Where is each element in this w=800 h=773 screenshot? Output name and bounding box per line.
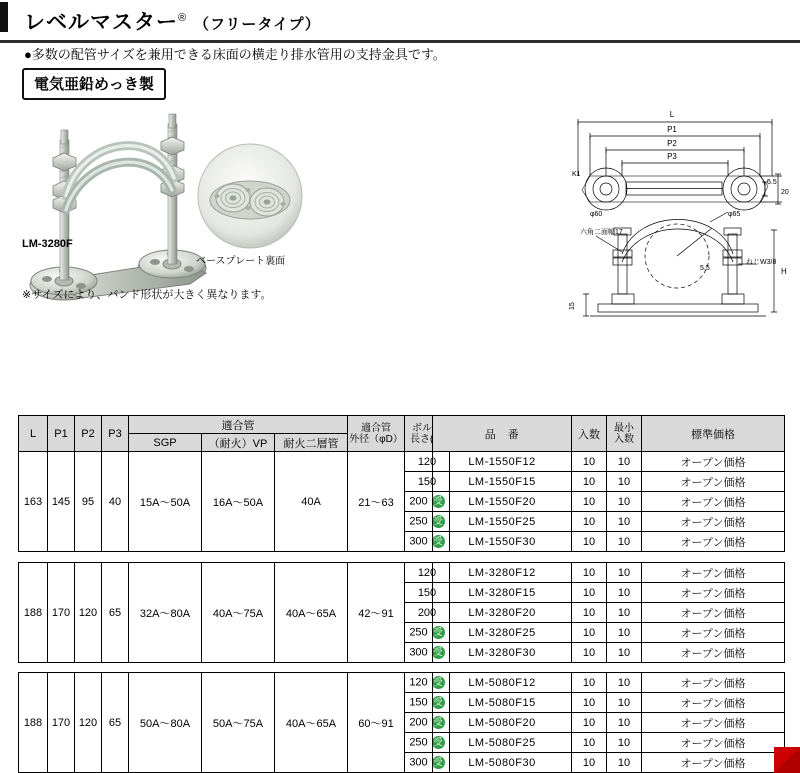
table-row [433,733,785,753]
spec-cell-bolt: 200 [405,603,450,623]
model-number: LM-5080F15 [433,693,572,713]
dim-L: L [669,110,675,119]
spec-cell-L: 188 [19,673,48,773]
spec-header-P3: P3 [102,416,129,452]
model-min: 10 [607,643,642,663]
model-number: LM-1550F12 [433,452,572,472]
model-qty: 10 [572,492,607,512]
spec-cell-L: 163 [19,452,48,552]
model-qty: 10 [572,693,607,713]
model-min: 10 [607,603,642,623]
photo-model-caption: LM-3280F [22,238,73,250]
model-number: LM-5080F25 [433,733,572,753]
model-min: 10 [607,532,642,552]
model-price: オープン価格 [642,512,785,532]
受-mark-icon: 受 [433,496,443,506]
受-mark-icon: 受 [433,757,443,767]
dim-P3: P3 [667,152,677,161]
table-row [433,643,785,663]
table-row [433,603,785,623]
table-row [433,693,785,713]
spec-cell-bolt: 250 受 [405,733,450,753]
spec-header-P2: P2 [75,416,102,452]
title-accent-bar [0,2,8,32]
model-min: 10 [607,583,642,603]
dim-K1: K1 [572,171,581,178]
spec-cell-double: 40A～65A [275,673,348,773]
model-number: LM-1550F15 [433,472,572,492]
dim-hex: 六角二面幅17 [580,229,623,236]
model-price: オープン価格 [642,603,785,623]
spec-cell-double: 40A～65A [275,563,348,663]
model-number: LM-3280F25 [433,623,572,643]
model-number: LM-5080F20 [433,713,572,733]
spec-header-double: 耐火二層管 [275,434,348,452]
spec-cell-bolt: 150 [405,472,450,492]
spec-row [19,452,450,472]
page-title [24,6,321,36]
spec-cell-outer: 21～63 [348,452,405,552]
model-table-2 [432,562,785,663]
model-number: LM-3280F12 [433,563,572,583]
model-table-3 [432,672,785,773]
table-row [433,583,785,603]
table-row [433,532,785,552]
model-qty: 10 [572,623,607,643]
model-price: オープン価格 [642,623,785,643]
spec-header-L: L [19,416,48,452]
model-price: オープン価格 [642,583,785,603]
model-min: 10 [607,753,642,773]
spec-cell-P3: 65 [102,673,129,773]
plate-back-caption: ベースプレート裏面 [196,256,286,267]
受-mark-icon: 受 [433,697,443,707]
model-min: 10 [607,512,642,532]
dim-d60: φ60 [590,211,603,218]
spec-cell-bolt: 200 受 [405,713,450,733]
spec-cell-P1: 170 [48,673,75,773]
model-table-header-row [433,416,785,452]
spec-cell-P2: 95 [75,452,102,552]
spec-header-bolt: ボルト 長さ(H) [405,416,450,452]
spec-cell-vp: 50A～75A [202,673,275,773]
spec-row [19,563,450,583]
spec-cell-bolt: 300 受 [405,753,450,773]
model-min: 10 [607,733,642,753]
受-mark-icon: 受 [433,647,443,657]
model-min: 10 [607,492,642,512]
model-qty: 10 [572,472,607,492]
spec-table-2 [18,562,450,663]
model-price: オープン価格 [642,472,785,492]
受-mark-icon: 受 [433,627,443,637]
model-price: オープン価格 [642,673,785,693]
spec-header-vp: （耐火）VP [202,434,275,452]
model-header-qty: 入数 [572,416,607,452]
spec-table-3 [18,672,450,773]
spec-cell-outer: 60～91 [348,673,405,773]
table-row [433,512,785,532]
dim-55-top: 5.5 [767,179,777,186]
model-qty: 10 [572,713,607,733]
spec-cell-vp: 16A～50A [202,452,275,552]
dim-15: 15 [569,302,576,310]
table-row [433,563,785,583]
spec-cell-P3: 40 [102,452,129,552]
model-min: 10 [607,452,642,472]
spec-cell-sgp: 50A～80A [129,673,202,773]
model-number: LM-3280F20 [433,603,572,623]
受-mark-icon: 受 [433,677,443,687]
spec-cell-sgp: 32A～80A [129,563,202,663]
registered-mark: ® [178,12,188,24]
spec-header-outer: 適合管 外径（φD） [348,416,405,452]
model-min: 10 [607,563,642,583]
spec-cell-L: 188 [19,563,48,663]
model-number: LM-5080F12 [433,673,572,693]
model-qty: 10 [572,753,607,773]
model-price: オープン価格 [642,693,785,713]
spec-cell-P1: 145 [48,452,75,552]
spec-cell-bolt: 120 [405,563,450,583]
spec-row [19,673,450,693]
spec-header-fit-group: 適合管 [129,416,348,434]
dim-20: 20 [781,189,789,196]
model-number: LM-1550F30 [433,532,572,552]
model-header-price: 標準価格 [642,416,785,452]
model-qty: 10 [572,452,607,472]
spec-cell-sgp: 15A～50A [129,452,202,552]
dim-55-front: 5.5 [700,265,710,272]
spec-table [18,415,450,552]
model-price: オープン価格 [642,753,785,773]
受-mark-icon: 受 [433,737,443,747]
table-row [433,713,785,733]
table-row [433,623,785,643]
model-price: オープン価格 [642,733,785,753]
model-min: 10 [607,623,642,643]
model-number: LM-3280F15 [433,583,572,603]
spec-cell-bolt: 200 受 [405,492,450,512]
model-number: LM-1550F25 [433,512,572,532]
dim-P1: P1 [667,125,677,134]
page-header [0,0,800,43]
spec-cell-bolt: 300 受 [405,532,450,552]
model-qty: 10 [572,563,607,583]
material-badge: 電気亜鉛めっき製 [22,68,166,100]
spec-header-P1: P1 [48,416,75,452]
model-table [432,415,785,552]
model-price: オープン価格 [642,563,785,583]
受-mark-icon: 受 [433,516,443,526]
model-price: オープン価格 [642,643,785,663]
photo-note: ※サイズにより、バンド形状が大きく異なります。 [22,289,272,301]
dim-screw: ねじW3/8 [746,259,777,266]
model-price: オープン価格 [642,452,785,472]
page-title-main: レベルマスター [24,11,178,34]
dim-d65: φ65 [728,211,741,218]
model-qty: 10 [572,643,607,663]
model-min: 10 [607,472,642,492]
spec-cell-bolt: 300 受 [405,643,450,663]
page-subtitle: （フリータイプ） [193,16,321,33]
spec-cell-P1: 170 [48,563,75,663]
model-price: オープン価格 [642,532,785,552]
model-header-model: 品 番 [433,416,572,452]
table-row [433,452,785,472]
spec-cell-vp: 40A～75A [202,563,275,663]
spec-cell-bolt: 120 受 [405,673,450,693]
dim-P2: P2 [667,139,677,148]
model-qty: 10 [572,532,607,552]
model-qty: 10 [572,603,607,623]
table-row [433,492,785,512]
lead-text: ●多数の配管サイズを兼用できる床面の横走り排水管用の支持金具です。 [24,47,446,62]
spec-cell-bolt: 150 受 [405,693,450,713]
受-mark-icon: 受 [433,536,443,546]
model-number: LM-5080F30 [433,753,572,773]
table-row [433,753,785,773]
model-price: オープン価格 [642,492,785,512]
dim-H: H [781,267,787,276]
page-corner-marker [774,747,800,773]
spec-header-sgp: SGP [129,434,202,452]
model-header-min: 最小 入数 [607,416,642,452]
model-qty: 10 [572,583,607,603]
model-price: オープン価格 [642,713,785,733]
model-min: 10 [607,693,642,713]
spec-cell-P2: 120 [75,673,102,773]
spec-cell-bolt: 120 [405,452,450,472]
model-qty: 10 [572,733,607,753]
spec-cell-double: 40A [275,452,348,552]
base-plate-detail [196,142,304,255]
model-number: LM-3280F30 [433,643,572,663]
spec-cell-P2: 120 [75,563,102,663]
spec-cell-bolt: 250 受 [405,623,450,643]
model-number: LM-1550F20 [433,492,572,512]
spec-cell-bolt: 250 受 [405,512,450,532]
model-min: 10 [607,673,642,693]
model-min: 10 [607,713,642,733]
table-row [433,673,785,693]
spec-table-header-row [19,416,450,434]
table-row [433,472,785,492]
model-qty: 10 [572,512,607,532]
spec-cell-outer: 42～91 [348,563,405,663]
spec-cell-bolt: 150 [405,583,450,603]
spec-cell-P3: 65 [102,563,129,663]
受-mark-icon: 受 [433,717,443,727]
technical-drawing [560,104,790,344]
model-qty: 10 [572,673,607,693]
